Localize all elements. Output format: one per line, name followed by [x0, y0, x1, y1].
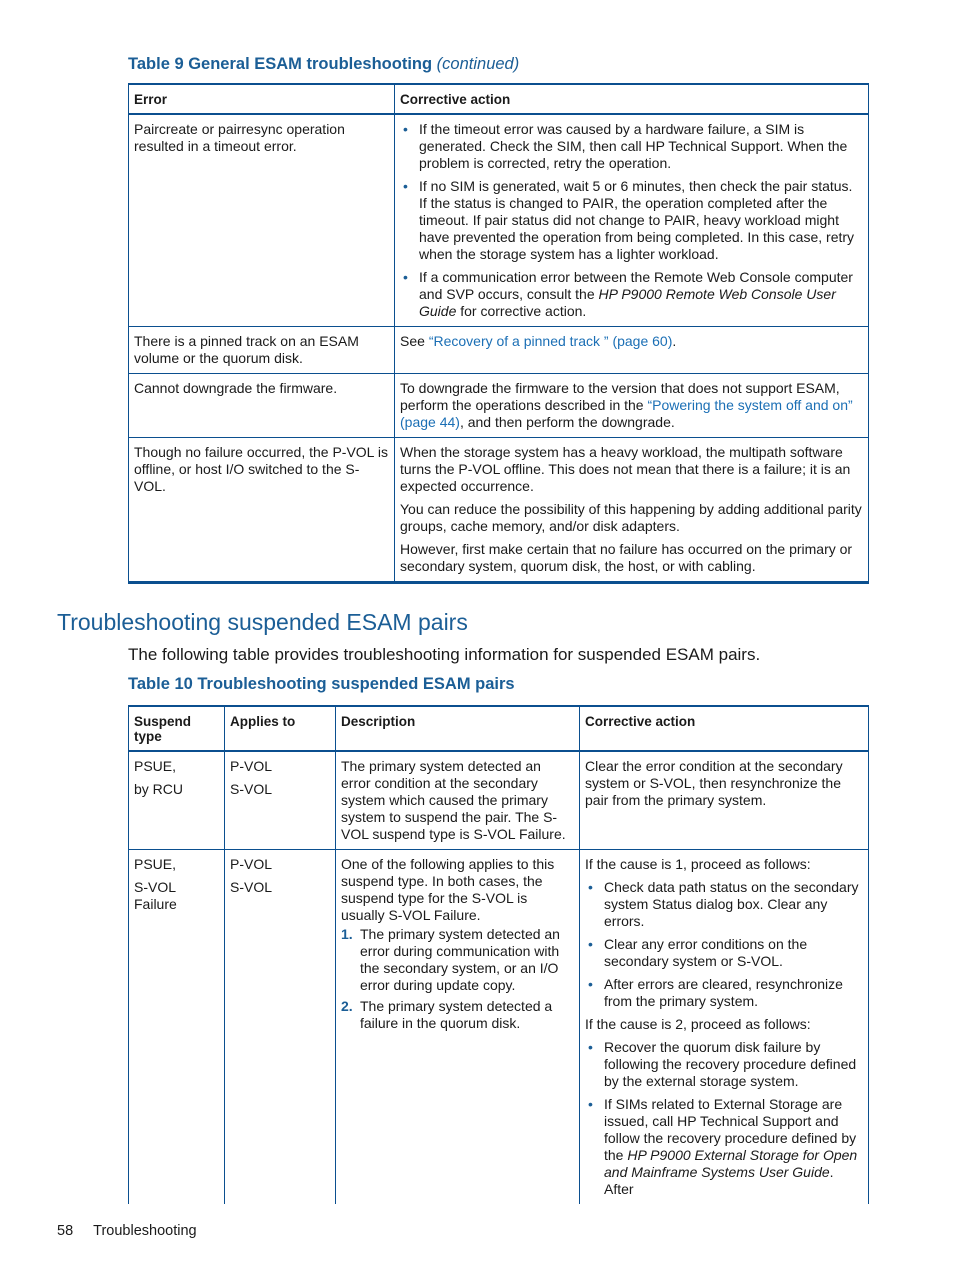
list-item: • After errors are cleared, resynchronize from the primary system.: [604, 976, 863, 1010]
section-intro: The following table provides troubleshooting information for suspended ESAM pairs.: [128, 645, 761, 664]
table9-row1-action: [395, 114, 869, 327]
table9-header-action: Corrective action: [395, 84, 869, 114]
page-footer: [57, 1223, 197, 1239]
table10-row1-type: PSUE, by RCU: [129, 751, 225, 850]
paragraph: When the storage system has a heavy workload, the multipath software turns the P-VOL offline. This does not mean that there is a failure; it is an expected occurrence.: [400, 444, 851, 494]
footer-section: Troubleshooting: [93, 1223, 197, 1239]
table9-caption: Table 9 General ESAM troubleshooting (continued): [128, 55, 520, 73]
cause2-bullets: [585, 1039, 863, 1198]
table9-row2-error: There is a pinned track on an ESAM volume or the quorum disk.: [129, 327, 395, 374]
list-item: • If SIMs related to External Storage are issued, call HP Technical Support and follow the recovery procedure defined by the HP P9000 External Storage for Open and Mainframe Systems User Guide. After: [604, 1096, 863, 1198]
table9-row1-bullets: [400, 121, 863, 320]
table-row: [129, 114, 869, 327]
table10-row2-type: PSUE, S-VOL Failure: [129, 850, 225, 1205]
table10-header-action: Corrective action: [580, 706, 869, 751]
guide-title: HP P9000 Remote Web Console User Guide: [419, 286, 836, 319]
cause2-heading: If the cause is 2, proceed as follows:: [585, 1016, 811, 1032]
table10-row1-description: The primary system detected an error condition at the secondary system which caused the primary system to suspend the pair. The S-VOL suspend type is S-VOL Failure.: [336, 751, 580, 850]
paragraph: You can reduce the possibility of this happening by adding additional parity groups, cache memory, and/or disk adapters.: [400, 501, 862, 534]
table10-row2-action: [580, 850, 869, 1205]
table9-row3-action: To downgrade the firmware to the version that does not support ESAM, perform the operations described in the “Powering the system off and on” (page 44), and then perform the downgrade.: [395, 374, 869, 438]
table9-header-error: Error: [129, 84, 395, 114]
guide-title: HP P9000 External Storage for Open and Mainframe Systems User Guide: [604, 1147, 858, 1180]
table-row: [129, 374, 869, 438]
list-item: • If no SIM is generated, wait 5 or 6 minutes, then check the pair status. If the status is changed to PAIR, the operation completed after the timeout. If pair status did not change to PAIR, heavy workload might have prevented the operation from being completed. In this case, retry when the storage system has a lighter workload.: [419, 178, 863, 263]
list-item: • If a communication error between the Remote Web Console computer and SVP occurs, consult the HP P9000 Remote Web Console User Guide for corrective action.: [419, 269, 863, 320]
table10-header-description: Description: [336, 706, 580, 751]
list-item: 2. The primary system detected a failure in the quorum disk.: [341, 998, 553, 1031]
table9-row4-action: [395, 438, 869, 583]
table-row: [129, 438, 869, 583]
table9-header-row: [129, 84, 869, 114]
table-row: [129, 850, 869, 1205]
table-row: [129, 751, 869, 850]
table10-row2-description: [336, 850, 580, 1205]
paragraph: However, first make certain that no failure has occurred on the primary or secondary system, quorum disk, the host, or with cabling.: [400, 541, 853, 574]
table-row: [129, 327, 869, 374]
table10-row1-applies: P-VOL S-VOL: [225, 751, 336, 850]
table9-row2-action: See “Recovery of a pinned track ” (page 60).: [395, 327, 869, 374]
pinned-track-link[interactable]: “Recovery of a pinned track ” (page 60): [428, 333, 673, 349]
table10: [128, 705, 869, 1204]
list-item: 1. The primary system detected an error during communication with the secondary system, or an I/O error during update copy.: [341, 926, 560, 993]
list-item: • If the timeout error was caused by a hardware failure, a SIM is generated. Check the SIM, then call HP Technical Support. When the problem is corrected, retry the operation.: [419, 121, 863, 172]
table9-row4-error: Though no failure occurred, the P-VOL is offline, or host I/O switched to the S-VOL.: [129, 438, 395, 583]
table10-header-row: [129, 706, 869, 751]
list-item: • Check data path status on the secondary system Status dialog box. Clear any errors.: [604, 879, 863, 930]
table9-row3-error: Cannot downgrade the firmware.: [129, 374, 395, 438]
list-item: • Clear any error conditions on the secondary system or S-VOL.: [604, 936, 863, 970]
table9-row1-error: Paircreate or pairresync operation resulted in a timeout error.: [129, 114, 395, 327]
table10-row2-applies: P-VOL S-VOL: [225, 850, 336, 1205]
table9: [128, 83, 869, 584]
table10-header-applies-to: Applies to: [225, 706, 336, 751]
description-intro: One of the following applies to this suspend type. In both cases, the suspend type for the S-VOL is usually S-VOL Failure.: [341, 856, 555, 923]
table9-caption-suffix: (continued): [436, 55, 520, 73]
cause-list: [341, 926, 574, 1032]
table10-header-suspend-type: Suspend type: [129, 706, 225, 751]
page-number: 58: [57, 1223, 74, 1239]
list-item: • Recover the quorum disk failure by following the recovery procedure defined by the external storage system.: [604, 1039, 863, 1090]
cause1-heading: If the cause is 1, proceed as follows:: [585, 856, 811, 872]
powering-system-link[interactable]: “Powering the system off and on” (page 44): [400, 397, 853, 430]
table10-caption: Table 10 Troubleshooting suspended ESAM pairs: [128, 675, 515, 693]
cause1-bullets: [585, 879, 863, 1010]
table10-row1-action: Clear the error condition at the secondary system or S-VOL, then resynchronize the pair from the primary system.: [580, 751, 869, 850]
section-title: Troubleshooting suspended ESAM pairs: [57, 609, 468, 635]
